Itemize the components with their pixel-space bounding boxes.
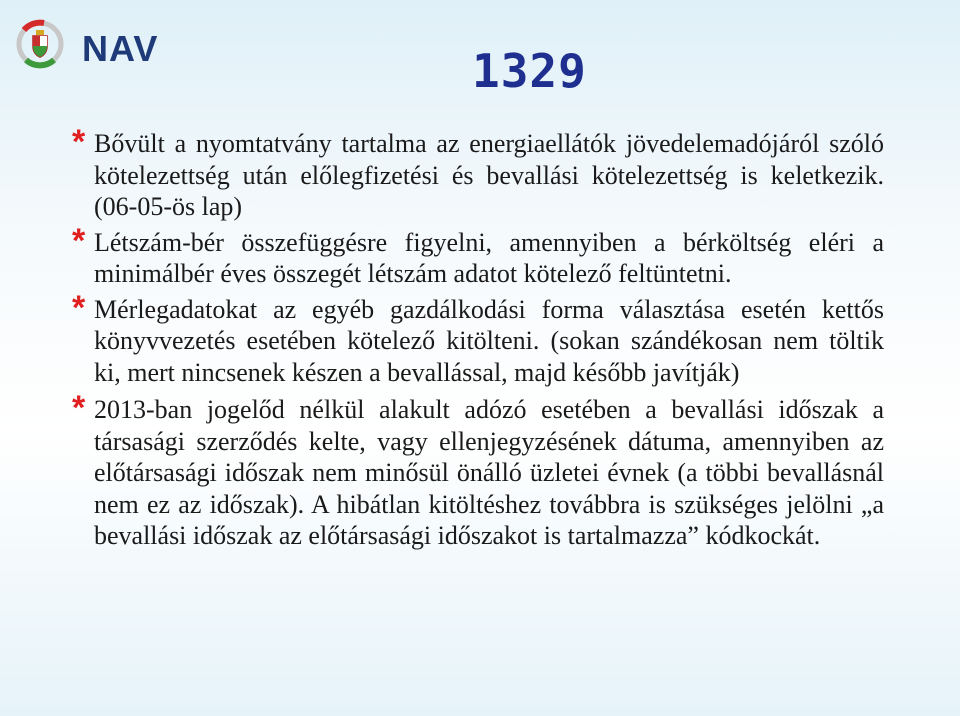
bullet-item-4 [72,389,884,552]
bullet-item-3 [72,288,884,389]
nav-emblem-icon [14,8,74,78]
asterisk-bullet-icon: * [72,389,86,427]
bullet-text-2: Létszám-bér összefüggésre figyelni, amennyiben a bérköltség eléri a minimálbér éves összegét létszám adatot kötelező feltüntetni. [94,227,884,288]
bullet-item-1 [72,123,884,223]
asterisk-bullet-icon: * [72,221,86,260]
page-title: 1329 [472,44,587,98]
bullet-item-2 [72,221,884,290]
nav-logo-text: NAV [82,28,159,69]
nav-logo [14,8,164,78]
bullet-list [72,123,884,558]
bullet-text-1: Bővült a nyomtatvány tartalma az energiaellátók jövedelemadójáról szóló kötelezettség után előlegfizetési és bevallási kötelezettség is keletkezik. (06-05-ös lap) [94,129,884,221]
asterisk-bullet-icon: * [72,288,86,327]
asterisk-bullet-icon: * [72,123,86,161]
bullet-text-3: Mérlegadatokat az egyéb gazdálkodási forma választása esetén kettős könyvvezetés esetében kötelező kitölteni. (sokan szándékosan nem töltik ki, mert nincsenek készen a bevallással, majd később javítják) [94,294,884,387]
bullet-text-4: 2013-ban jogelőd nélkül alakult adózó esetében a bevallási időszak a társasági szerződés kelte, vagy ellenjegyzésének dátuma, amennyiben az előtársasági időszak nem minősül önálló üzletei évnek (a többi bevallásnál nem ez az időszak). A hibátlan kitöltéshez továbbra is szükséges jelölni „a bevallási időszak az előtársasági időszakot is tartalmazza” kódkockát. [94,395,884,550]
